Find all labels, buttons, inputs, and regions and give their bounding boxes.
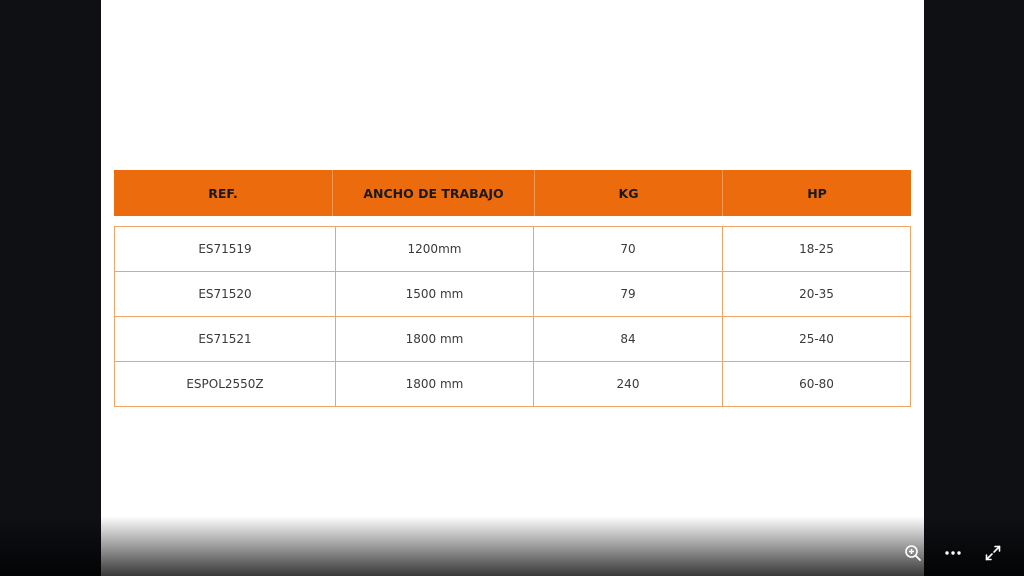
header-ref: REF. bbox=[114, 170, 333, 216]
cell-ancho: 1500 mm bbox=[336, 272, 534, 316]
zoom-in-icon bbox=[904, 544, 922, 562]
table-row bbox=[115, 317, 910, 362]
header-kg: KG bbox=[535, 170, 723, 216]
table-body bbox=[114, 226, 911, 407]
table-header bbox=[114, 170, 911, 216]
cell-kg: 240 bbox=[534, 362, 723, 406]
cell-ancho: 1200mm bbox=[336, 227, 534, 271]
cell-kg: 79 bbox=[534, 272, 723, 316]
cell-ref: ES71519 bbox=[115, 227, 336, 271]
cell-ref: ESPOL2550Z bbox=[115, 362, 336, 406]
fullscreen-icon bbox=[984, 544, 1002, 562]
table-row bbox=[115, 272, 910, 317]
header-ancho-de-trabajo: ANCHO DE TRABAJO bbox=[333, 170, 535, 216]
fullscreen-button[interactable] bbox=[984, 544, 1002, 562]
viewer-controls bbox=[904, 544, 1002, 562]
more-options-button[interactable] bbox=[944, 544, 962, 562]
cell-ref: ES71520 bbox=[115, 272, 336, 316]
cell-kg: 70 bbox=[534, 227, 723, 271]
header-hp: HP bbox=[807, 185, 827, 201]
cell-hp: 18-25 bbox=[799, 242, 834, 256]
zoom-in-button[interactable] bbox=[904, 544, 922, 562]
table-row bbox=[115, 362, 910, 406]
cell-kg: 84 bbox=[534, 317, 723, 361]
more-options-icon bbox=[944, 544, 962, 562]
cell-hp: 25-40 bbox=[799, 332, 834, 346]
cell-ancho: 1800 mm bbox=[336, 362, 534, 406]
cell-ref: ES71521 bbox=[115, 317, 336, 361]
document-page bbox=[101, 0, 924, 576]
cell-hp: 60-80 bbox=[799, 377, 834, 391]
table-row bbox=[115, 227, 910, 272]
cell-ancho: 1800 mm bbox=[336, 317, 534, 361]
cell-hp: 20-35 bbox=[799, 287, 834, 301]
